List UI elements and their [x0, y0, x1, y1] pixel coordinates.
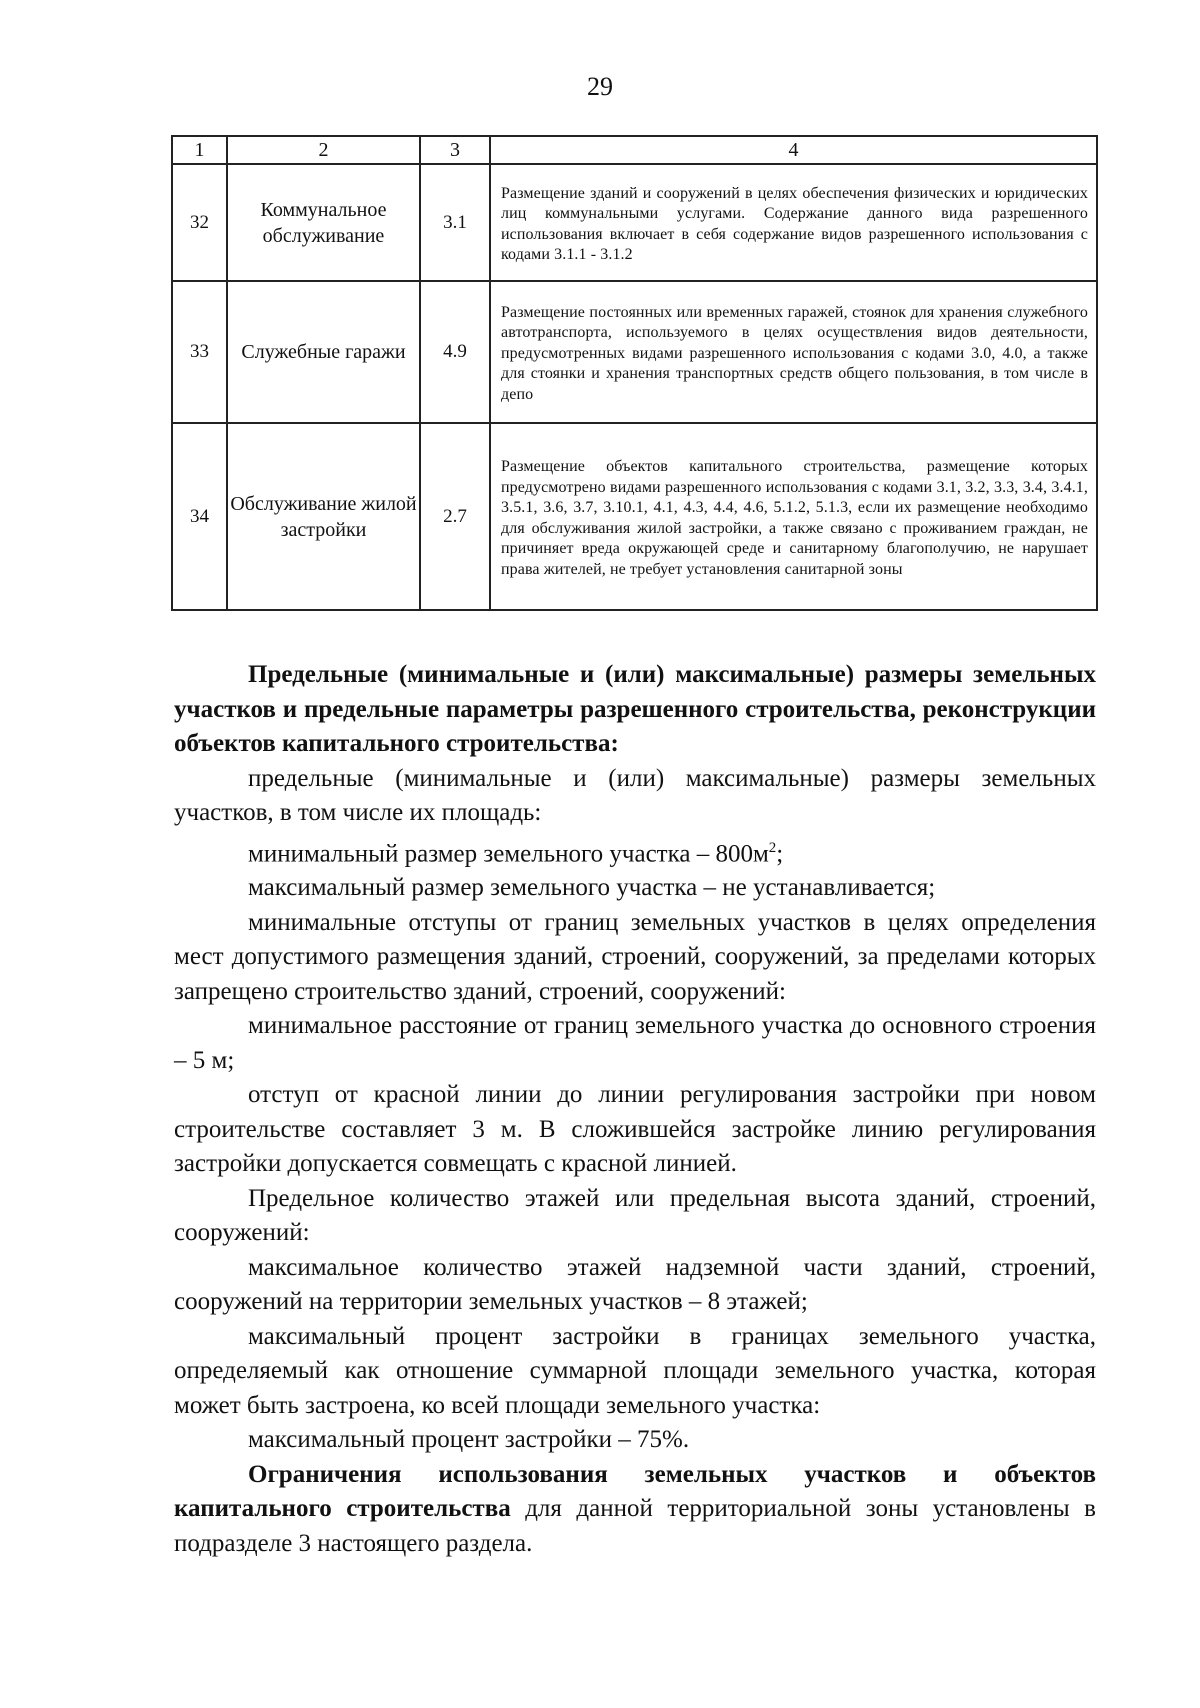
restrictions-rest: для данной территориальной зоны установлены в подразделе 3 настоящего раздела. — [174, 1495, 1096, 1557]
min-plot-size-text: минимальный размер земельного участка – 800м — [248, 839, 769, 867]
paragraph: Предельное количество этажей или предельная высота зданий, строений, сооружений: — [174, 1184, 1096, 1247]
paragraph: предельные (минимальные и (или) максимальные) размеры земельных участков, в том числе их площадь: — [174, 764, 1096, 826]
use-code: 2.7 — [420, 423, 490, 610]
paragraph: максимальный процент застройки в границах земельного участка, определяемый как отношение суммарной площади земельного участка, которая может быть застроена, ко всей площади земельного участка: — [174, 1322, 1096, 1419]
land-use-table — [171, 135, 1098, 611]
use-name: Служебные гаражи — [227, 281, 420, 423]
use-description: Размещение зданий и сооружений в целях обеспечения физических и юридических лиц коммунальными услугами. Содержание данного вида разрешенного использования включает в себя содержание видов разрешенного использования с кодами 3.1.1 - 3.1.2 — [490, 164, 1097, 281]
section-heading: Предельные (минимальные и (или) максимальные) размеры земельных участков и предельные параметры разрешенного строительства, реконструкции объектов капитального строительства: — [174, 661, 1096, 757]
restrictions-bold: Ограничения использования земельных участков и объектов капитального строительства — [174, 1460, 1096, 1523]
table-header-row — [172, 136, 1097, 164]
paragraph — [174, 831, 1096, 872]
row-number: 34 — [172, 423, 227, 610]
paragraph: максимальный процент застройки – 75%. — [248, 1426, 690, 1454]
paragraph: максимальный размер земельного участка – не устанавливается; — [248, 874, 936, 902]
column-header: 2 — [227, 136, 420, 164]
use-description: Размещение постоянных или временных гаражей, стоянок для хранения служебного автотранспорта, используемого в целях осуществления видов деятельности, предусмотренных видами разрешенного использования с кодами 3.0, 4.0, а также для стоянки и хранения транспортных средств общего пользования, в том числе в депо — [490, 281, 1097, 423]
table-row — [172, 164, 1097, 281]
use-name: Обслуживание жилой застройки — [227, 423, 420, 610]
use-description: Размещение объектов капитального строительства, размещение которых предусмотрено видами разрешенного использования с кодами 3.1, 3.2, 3.3, 3.4, 3.4.1, 3.5.1, 3.6, 3.7, 3.10.1, 4.1, 4.3, 4.4, 4.6, 5.1.2, 5.1.3, если их размещение необходимо для обслуживания жилой застройки, а также связано с проживанием граждан, не причиняет вреда окружающей среде и санитарному благополучию, не нарушает права жителей, не требует установления санитарной зоны — [490, 423, 1097, 610]
paragraph: минимальные отступы от границ земельных участков в целях определения мест допустимого размещения зданий, строений, сооружений, за пределами которых запрещено строительство зданий, строений, сооружений: — [174, 908, 1096, 1005]
paragraph — [174, 1458, 1096, 1562]
use-code: 3.1 — [420, 164, 490, 281]
row-number: 32 — [172, 164, 227, 281]
page-number: 29 — [587, 72, 613, 101]
table-row — [172, 281, 1097, 423]
superscript: 2 — [768, 839, 777, 856]
column-header: 4 — [490, 136, 1097, 164]
row-number: 33 — [172, 281, 227, 423]
use-code: 4.9 — [420, 281, 490, 423]
table-row — [172, 423, 1097, 610]
column-header: 1 — [172, 136, 227, 164]
paragraph: максимальное количество этажей надземной части зданий, строений, сооружений на территории земельных участков – 8 этажей; — [174, 1253, 1096, 1316]
body-text — [174, 658, 1096, 1561]
column-header: 3 — [420, 136, 490, 164]
punctuation: ; — [776, 839, 784, 867]
paragraph: минимальное расстояние от границ земельного участка до основного строения – 5 м; — [174, 1012, 1096, 1074]
use-name: Коммунальное обслуживание — [227, 164, 420, 281]
paragraph: отступ от красной линии до линии регулирования застройки при новом строительстве составляет 3 м. В сложившейся застройке линию регулирования застройки допускается совмещать с красной линией. — [174, 1081, 1096, 1178]
